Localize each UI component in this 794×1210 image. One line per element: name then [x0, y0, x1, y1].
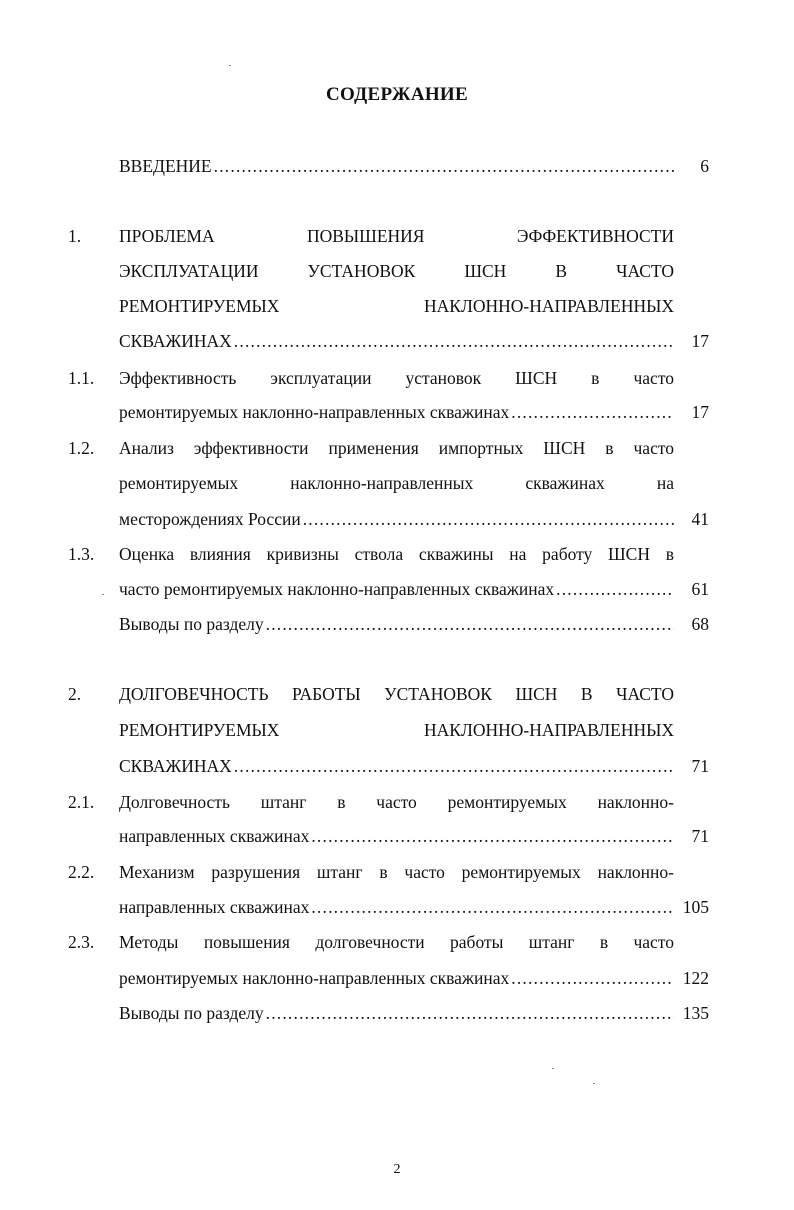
toc-page-number: 41 — [691, 509, 709, 529]
toc-entry-title-line: Методы повышения долговечности работы штанг в часто — [119, 932, 674, 952]
toc-entry-title-line — [119, 818, 674, 854]
toc-entry-title-line: Оценка влияния кривизны ствола скважины на работу ШСН в — [119, 544, 674, 564]
toc-entry-title-line: РЕМОНТИРУЕМЫХ НАКЛОННО-НАПРАВЛЕННЫХ — [119, 720, 674, 740]
toc-page-number: 17 — [691, 402, 709, 422]
toc-entry-title-line — [119, 995, 674, 1031]
toc-page-number: 71 — [691, 826, 709, 846]
toc-entry-title-line — [119, 889, 674, 925]
toc-entry-number: 1.3. — [68, 544, 95, 564]
dot-leader — [311, 818, 674, 854]
toc-entry-title: Выводы по разделу — [119, 1003, 264, 1023]
toc-page-number: 61 — [691, 579, 709, 599]
toc-entry-title-line: ремонтируемых наклонно-направленных скважинах на — [119, 473, 674, 493]
dot-leader — [303, 501, 674, 537]
dot-leader — [266, 995, 674, 1031]
scan-speck — [593, 1083, 595, 1084]
toc-page-number: 6 — [700, 156, 709, 176]
toc-entry-title: направленных скважинах — [119, 826, 310, 846]
toc-page-number: 135 — [682, 1003, 709, 1023]
toc-entry-title: СКВАЖИНАХ — [119, 331, 232, 351]
toc-page-number: 68 — [691, 614, 709, 634]
page-title: СОДЕРЖАНИЕ — [326, 84, 468, 105]
toc-entry-title-line: ПРОБЛЕМА ПОВЫШЕНИЯ ЭФФЕКТИВНОСТИ — [119, 226, 674, 246]
toc-entry-title-line — [119, 571, 674, 607]
toc-entry-title: направленных скважинах — [119, 897, 310, 917]
toc-entry-title: Выводы по разделу — [119, 614, 264, 634]
toc-entry-number: 1.1. — [68, 368, 95, 388]
toc-entry-title-line: Анализ эффективности применения импортных ШСН в часто — [119, 438, 674, 458]
scan-speck — [552, 1068, 554, 1069]
dot-leader — [234, 323, 674, 359]
toc-entry-title-line: ДОЛГОВЕЧНОСТЬ РАБОТЫ УСТАНОВОК ШСН В ЧАСТО — [119, 684, 674, 704]
dot-leader — [214, 148, 674, 184]
toc-entry-title-line — [119, 501, 674, 537]
toc-entry-title: СКВАЖИНАХ — [119, 756, 232, 776]
toc-entry-title-line — [119, 323, 674, 359]
toc-entry-title: месторождениях России — [119, 509, 301, 529]
toc-page-number: 122 — [682, 968, 709, 988]
dot-leader — [234, 748, 674, 784]
toc-entry-title: ремонтируемых наклонно-направленных скважинах — [119, 402, 510, 422]
toc-entry-number: 2.3. — [68, 932, 95, 952]
toc-entry-number: 2.1. — [68, 792, 95, 812]
toc-entry-title: ремонтируемых наклонно-направленных скважинах — [119, 968, 510, 988]
toc-entry-number: 1. — [68, 226, 82, 246]
toc-entry-title-line — [119, 606, 674, 642]
toc-entry-title-line: ЭКСПЛУАТАЦИИ УСТАНОВОК ШСН В ЧАСТО — [119, 261, 674, 281]
toc-entry-title-line — [119, 960, 674, 996]
toc-entry-title-line: Долговечность штанг в часто ремонтируемых наклонно- — [119, 792, 674, 812]
page-number: 2 — [393, 1162, 401, 1177]
toc-entry-title: ВВЕДЕНИЕ — [119, 156, 212, 176]
toc-entry-title-line — [119, 394, 674, 430]
dot-leader — [311, 889, 674, 925]
toc-entry-number: 2.2. — [68, 862, 95, 882]
dot-leader — [266, 606, 674, 642]
toc-entry-title: часто ремонтируемых наклонно-направленных скважинах — [119, 579, 555, 599]
scan-speck — [229, 65, 231, 66]
toc-page-number: 71 — [691, 756, 709, 776]
scan-speck — [102, 594, 104, 595]
toc-page-number: 17 — [691, 331, 709, 351]
toc-page-number: 105 — [682, 897, 709, 917]
toc-entry-title-line: Механизм разрушения штанг в часто ремонтируемых наклонно- — [119, 862, 674, 882]
toc-entry-number: 1.2. — [68, 438, 95, 458]
toc-entry-title-line — [119, 748, 674, 784]
toc-entry-number: 2. — [68, 684, 82, 704]
toc-entry-title-line: РЕМОНТИРУЕМЫХ НАКЛОННО-НАПРАВЛЕННЫХ — [119, 296, 674, 316]
toc-entry-title-line: Эффективность эксплуатации установок ШСН в часто — [119, 368, 674, 388]
toc-entry-title-line — [119, 148, 674, 184]
